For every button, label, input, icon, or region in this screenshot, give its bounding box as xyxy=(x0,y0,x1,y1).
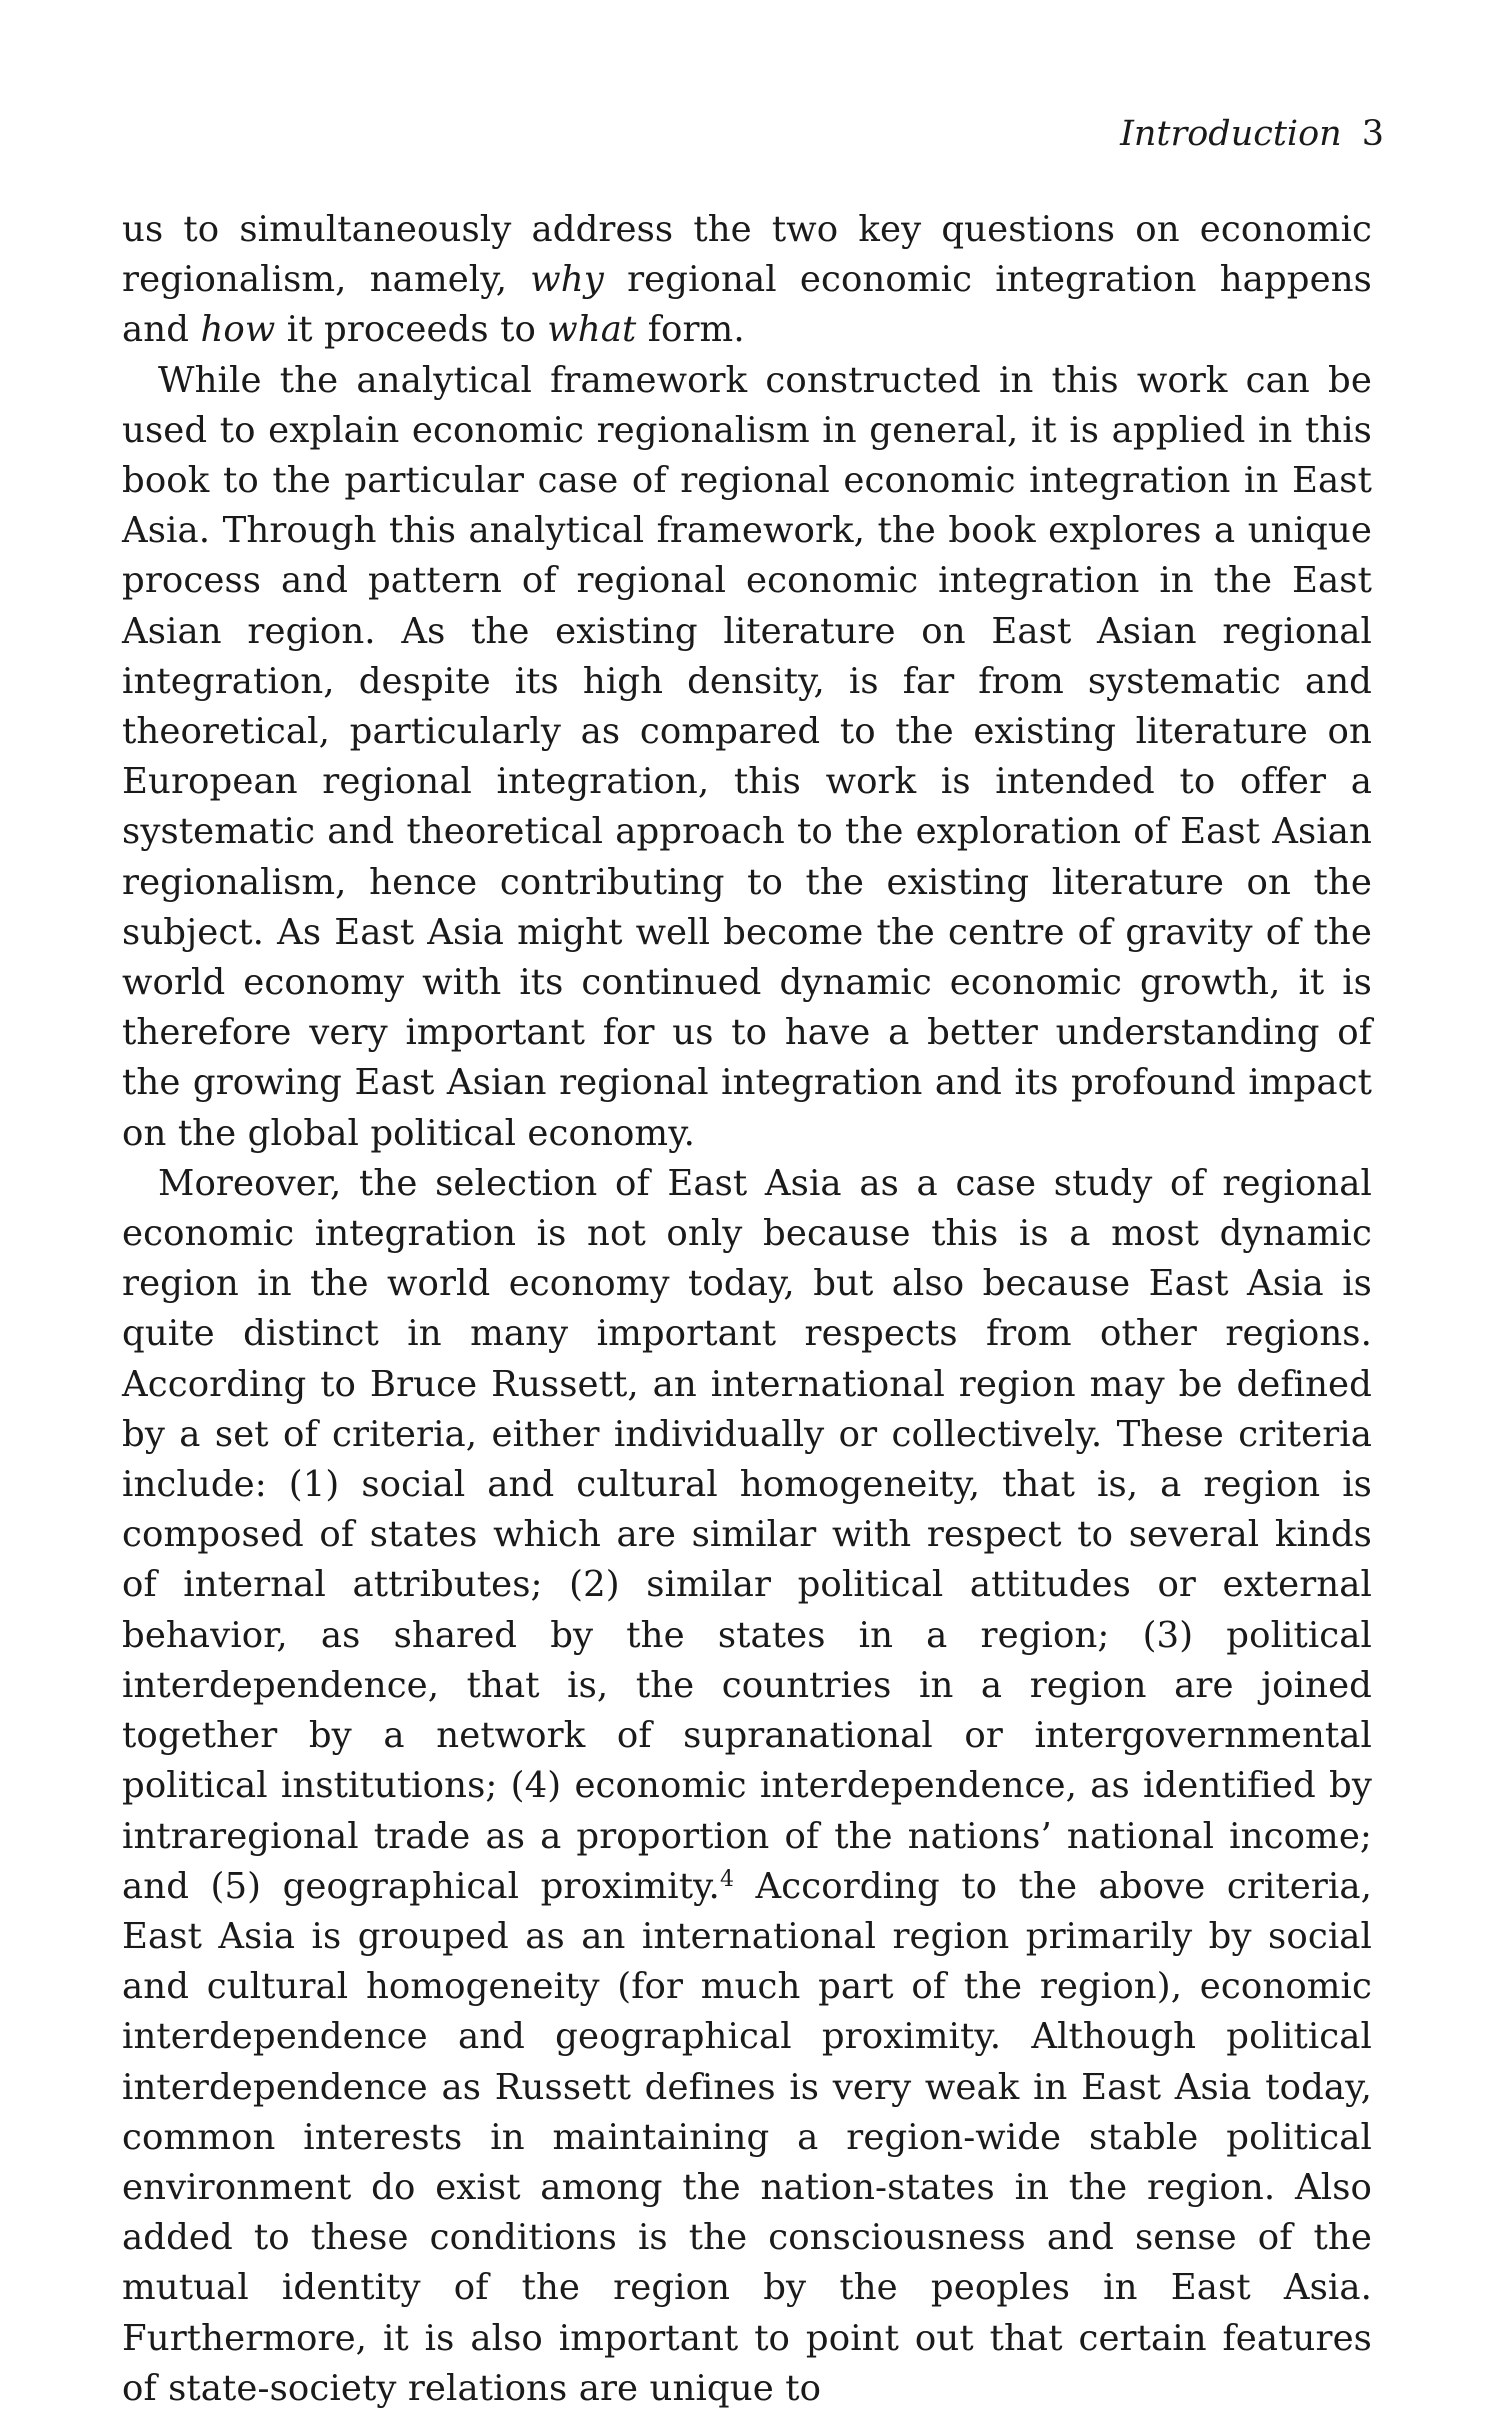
paragraph-1-text-a: us to simultaneously address the two key questions on economic regionalism, namely, xyxy=(122,209,1372,301)
body-text xyxy=(122,205,1372,2414)
page-number: 3 xyxy=(1361,114,1384,154)
paragraph-3-text-b: According to the above criteria, East Asia is grouped as an international region primarily by social and cultural homogeneity (for much part of the region), economic interdependence and geographical proximity. Although political interdependence as Russett defines is very weak in East Asia today, common interests in maintaining a region-wide stable political environment do exist among the nation-states in the region. Also added to these conditions is the consciousness and sense of the mutual identity of the region by the peoples in East Asia. Furthermore, it is also important to point out that certain features of state-society relations are unique to xyxy=(122,1865,1372,2409)
emphasis-why: why xyxy=(530,259,604,301)
running-head-title: Introduction xyxy=(1120,114,1342,154)
paragraph-1-text-c: it proceeds to xyxy=(275,309,548,351)
paragraph-1-text-d: form. xyxy=(636,309,745,351)
running-head xyxy=(1120,112,1384,156)
paragraph-2: While the analytical framework constructed in this work can be used to explain economic regionalism in general, it is applied in this book to the particular case of regional economic integration in East Asia. Through this analytical framework, the book explores a unique process and pattern of regional economic integration in the East Asian region. As the existing literature on East Asian regional integration, despite its high density, is far from systematic and theoretical, particularly as compared to the existing literature on European regional integration, this work is intended to offer a systematic and theoretical approach to the exploration of East Asian regionalism, hence contributing to the existing literature on the subject. As East Asia might well become the centre of gravity of the world economy with its continued dynamic economic growth, it is therefore very important for us to have a better understanding of the growing East Asian regional integration and its profound impact on the global political economy. xyxy=(122,359,1372,1154)
paragraph-continued xyxy=(122,205,1372,356)
paragraph-3-text-a: Moreover, the selection of East Asia as a case study of regional economic integration is not only because this is a most dynamic region in the world economy today, but also because East Asia is quite distinct in many important respects from other regions. According to Bruce Russett, an international region may be defined by a set of criteria, either individually or collectively. These criteria include: (1) social and cultural homogeneity, that is, a region is composed of states which are similar with respect to several kinds of internal attributes; (2) similar political attitudes or external behavior, as shared by the states in a region; (3) political interdependence, that is, the countries in a region are joined together by a network of supranational or intergovernmental political institutions; (4) economic interdependence, as identified by intraregional trade as a proportion of the nations’ national income; and (5) geographical proximity. xyxy=(122,1162,1372,1907)
footnote-marker[interactable]: 4 xyxy=(719,1866,735,1892)
emphasis-what: what xyxy=(547,309,637,351)
emphasis-how: how xyxy=(200,309,276,351)
paragraph-1-text-b: regional economic integration happens and xyxy=(122,259,1372,351)
paragraph-3 xyxy=(122,1159,1372,2414)
